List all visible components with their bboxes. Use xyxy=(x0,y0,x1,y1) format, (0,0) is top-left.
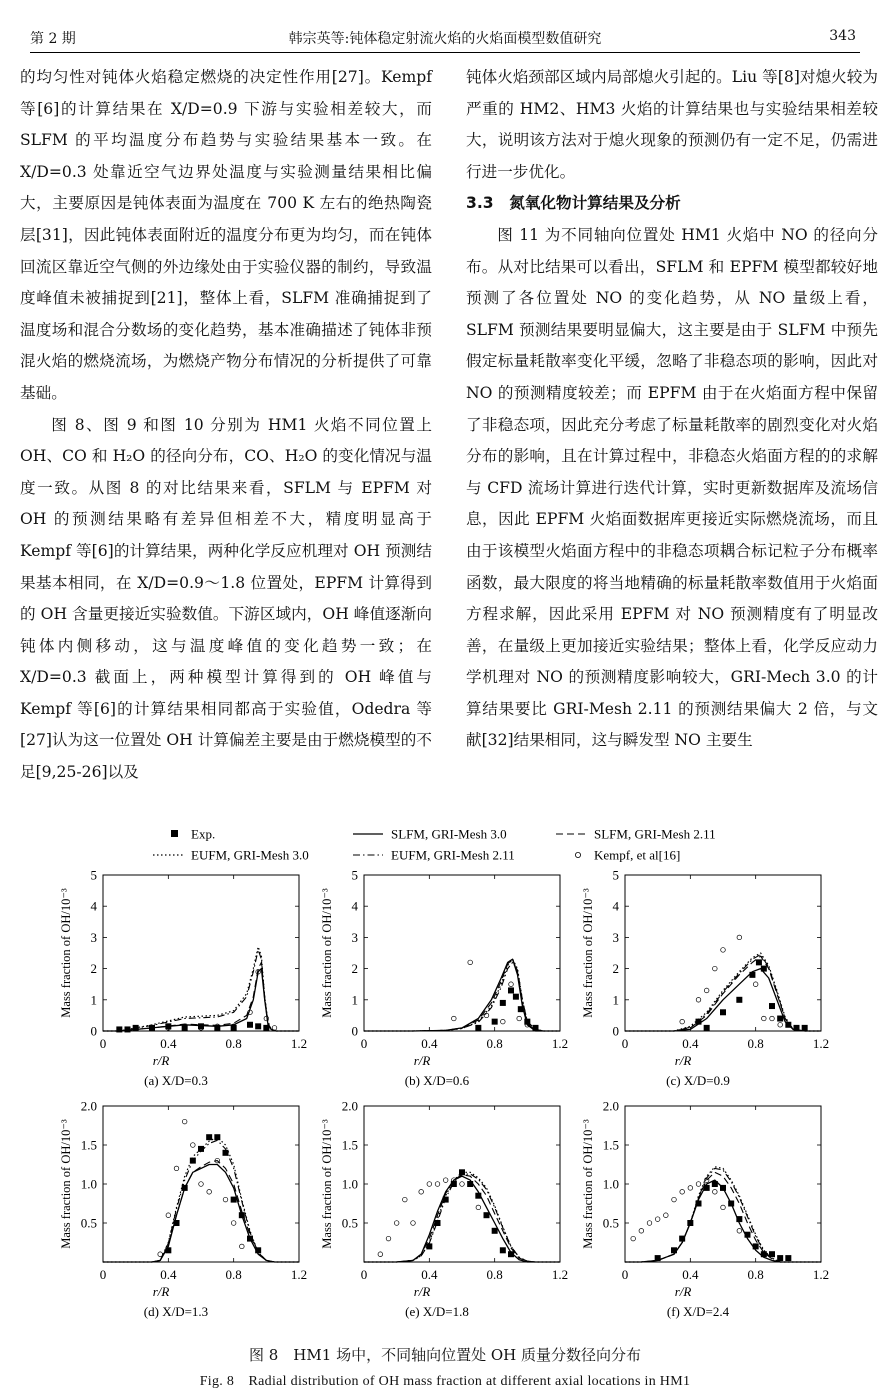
chart-panel xyxy=(59,1099,307,1320)
exp-data-point xyxy=(777,1016,783,1022)
y-tick-label: 1.5 xyxy=(80,1137,97,1153)
exp-data-point xyxy=(231,1197,237,1203)
exp-data-point xyxy=(182,1185,188,1191)
exp-data-point xyxy=(475,1193,481,1199)
y-tick-label: 0 xyxy=(612,1023,619,1039)
kempf-data-point xyxy=(696,998,701,1003)
y-tick-label: 1.0 xyxy=(602,1176,619,1192)
exp-data-point xyxy=(728,1201,734,1207)
panel-subtitle: (c) X/D=0.9 xyxy=(666,1073,730,1088)
kempf-data-point xyxy=(443,1178,448,1183)
plot-frame xyxy=(103,875,299,1031)
legend-marker-circle xyxy=(575,852,580,857)
exp-data-point xyxy=(704,1185,710,1191)
header-page-number: 343 xyxy=(829,28,856,44)
legend-label: SLFM, GRI-Mesh 3.0 xyxy=(391,826,507,842)
chart-panel xyxy=(581,868,829,1089)
exp-data-point xyxy=(736,997,742,1003)
exp-data-point xyxy=(736,1216,742,1222)
y-tick-label: 0 xyxy=(90,1023,97,1039)
kempf-data-point xyxy=(770,1016,775,1021)
exp-data-point xyxy=(679,1236,685,1242)
exp-data-point xyxy=(214,1134,220,1140)
series-line xyxy=(103,1165,299,1263)
kempf-data-point xyxy=(199,1182,204,1187)
right-paragraph-1: 图 11 为不同轴向位置处 HM1 火焰中 NO 的径向分布。从对比结果可以看出，SFLM 和 EPFM 模型都较好地预测了各位置处 NO 的变化趋势，从 NO 量级上看，SLFM 预测结果要明显偏大，这主要是由于 SLFM 中预先假定标量耗散率变化平缓，忽略了非稳态项的影响，因此对 NO 的预测精度较差；而 EPFM 由于在火焰面方程中保留了非稳态项，因此充分考虑了标量耗散率的剧烈变化对火焰分布的影响，且在计算过程中，非稳态火焰面方程的的求解与 CFD 流场计算进行迭代计算，实时更新数据库及流场信息，因此 EPFM 火焰面数据库更接近实际燃烧流场，而且由于该模型火焰面方程中的非稳态项耦合标记粒子分布概率函数，最大限度的将当地精确的标量耗散率数值用于火焰面方程求解，因此采用 EPFM 对 NO 预测精度有了明显改善，在量级上更加接近实验结果；整体上看，化学反应动力学机理对 NO 的预测精度影响较大，GRI-Mech 3.0 的计算结果要比 GRI-Mesh 2.11 的预测结果偏大 2 倍，与文献[32]结果相同，这与瞬发型 NO 主要生 xyxy=(466,225,878,750)
panel-subtitle: (a) X/D=0.3 xyxy=(144,1073,208,1088)
y-axis-label: Mass fraction of OH/10⁻³ xyxy=(581,888,595,1018)
x-axis-label: r/R xyxy=(413,1053,431,1068)
figure-8 xyxy=(0,820,890,1340)
exp-data-point xyxy=(745,1232,751,1238)
legend-entry xyxy=(353,848,515,863)
exp-data-point xyxy=(704,1025,710,1031)
exp-data-point xyxy=(451,1181,457,1187)
left-column xyxy=(20,62,432,789)
y-tick-label: 1.5 xyxy=(602,1137,619,1153)
y-tick-label: 3 xyxy=(351,929,358,945)
y-tick-label: 4 xyxy=(90,898,97,914)
x-tick-label: 0 xyxy=(360,1267,368,1282)
kempf-data-point xyxy=(672,1197,677,1202)
exp-data-point xyxy=(206,1134,212,1140)
x-axis-label: r/R xyxy=(152,1284,170,1299)
legend-entry xyxy=(556,827,716,842)
y-tick-label: 5 xyxy=(612,867,619,883)
exp-data-point xyxy=(475,1025,481,1031)
kempf-data-point xyxy=(452,1016,457,1021)
y-tick-label: 2 xyxy=(90,961,97,977)
x-axis-label: r/R xyxy=(152,1053,170,1068)
chart-panel xyxy=(320,868,568,1089)
kempf-data-point xyxy=(158,1252,163,1257)
figure-legend xyxy=(153,827,716,863)
right-column xyxy=(466,62,878,757)
x-tick-label: 0.8 xyxy=(747,1267,764,1282)
kempf-data-point xyxy=(509,982,514,987)
plot-frame xyxy=(103,1106,299,1262)
y-axis-label: Mass fraction of OH/10⁻³ xyxy=(59,888,73,1018)
exp-data-point xyxy=(190,1158,196,1164)
plot-frame xyxy=(625,1106,821,1262)
kempf-data-point xyxy=(378,1252,383,1257)
y-tick-label: 4 xyxy=(612,898,619,914)
kempf-data-point xyxy=(696,1182,701,1187)
exp-data-point xyxy=(435,1220,441,1226)
y-tick-label: 0.5 xyxy=(341,1215,358,1231)
series-line xyxy=(103,950,299,1031)
y-tick-label: 1 xyxy=(351,992,358,1008)
left-paragraph-1: 的均匀性对钝体火焰稳定燃烧的决定性作用[27]。Kempf 等[6]的计算结果在 X/D=0.9 下游与实验相差较大，而 SLFM 的平均温度分布趋势与实验结果基本一致。在 X/D=0.3 处靠近空气边界处温度与实验测量结果相比偏大，主要原因是钝体表面为温度在 700 K 左右的绝热陶瓷层[31]，因此钝体表面附近的温度分布更为均匀，而在钝体回流区靠近空气侧的外边缘处由于实验仪器的制约，导致温度峰值未被捕捉到[21]，整体上看，SLFM 准确捕捉到了温度场和混合分数场的变化趋势，基本准确描述了钝体非预混火焰的燃烧流场，为燃烧产物分布情况的分析提供了可靠基础。 xyxy=(20,68,432,402)
plot-frame xyxy=(364,1106,560,1262)
plot-frame xyxy=(625,875,821,1031)
x-tick-label: 1.2 xyxy=(812,1036,830,1051)
exp-data-point xyxy=(263,1025,269,1031)
exp-data-point xyxy=(223,1150,229,1156)
exp-data-point xyxy=(198,1146,204,1152)
kempf-data-point xyxy=(166,1213,171,1218)
kempf-data-point xyxy=(655,1217,660,1222)
chart-panel xyxy=(581,1099,829,1320)
kempf-data-point xyxy=(737,1229,742,1234)
x-tick-label: 0.4 xyxy=(160,1267,177,1282)
series-line xyxy=(103,962,299,1031)
series-line xyxy=(364,959,560,1031)
legend-label: EUFM, GRI-Mesh 3.0 xyxy=(191,847,309,863)
kempf-data-point xyxy=(753,982,758,987)
exp-data-point xyxy=(761,1251,767,1257)
figure-panels xyxy=(59,868,829,1320)
kempf-data-point xyxy=(713,966,718,971)
exp-data-point xyxy=(720,1009,726,1015)
kempf-data-point xyxy=(713,1190,718,1195)
exp-data-point xyxy=(794,1025,800,1031)
exp-data-point xyxy=(125,1026,131,1032)
series-line xyxy=(625,1180,821,1262)
x-tick-label: 0.8 xyxy=(747,1036,764,1051)
exp-data-point xyxy=(255,1247,261,1253)
series-line xyxy=(364,1175,560,1262)
x-tick-label: 1.2 xyxy=(290,1267,308,1282)
header-running-title: 韩宗英等:钝体稳定射流火焰的火焰面模型数值研究 xyxy=(288,31,602,47)
kempf-data-point xyxy=(631,1236,636,1241)
left-paragraph-2: 图 8、图 9 和图 10 分别为 HM1 火焰不同位置上 OH、CO 和 H₂O 的径向分布，CO、H₂O 的变化情况与温度一致。从图 8 的对比结果来看，SFLM 与 EPFM 对 OH 的预测结果略有差异但相差不大，精度明显高于 Kempf 等[6]的计算结果，两种化学反应机理对 OH 预测结果基本相同，在 X/D=0.9～1.8 位置处，EPFM 计算得到的 OH 含量更接近实验数值。下游区域内，OH 峰值逐渐向钝体内侧移动，这与温度峰值的变化趋势一致；在 X/D=0.3 截面上，两种模型计算得到的 OH 峰值与 Kempf 等[6]的计算结果相同都高于实验值，Odedra 等[27]认为这一位置处 OH 计算偏差主要是由于燃烧模型的不足[9,25-26]以及 xyxy=(20,415,432,782)
exp-data-point xyxy=(426,1243,432,1249)
kempf-data-point xyxy=(411,1221,416,1226)
legend-entry xyxy=(353,827,507,842)
exp-data-point xyxy=(174,1220,180,1226)
y-tick-label: 3 xyxy=(612,929,619,945)
kempf-data-point xyxy=(647,1221,652,1226)
y-axis-label: Mass fraction of OH/10⁻³ xyxy=(320,888,334,1018)
exp-data-point xyxy=(459,1169,465,1175)
exp-data-point xyxy=(443,1197,449,1203)
kempf-data-point xyxy=(427,1182,432,1187)
exp-data-point xyxy=(508,987,514,993)
figure-caption-en: Fig. 8 Radial distribution of OH mass fraction at different axial locations in HM1 xyxy=(199,1374,691,1389)
exp-data-point xyxy=(785,1022,791,1028)
kempf-data-point xyxy=(191,1143,196,1148)
y-tick-label: 2.0 xyxy=(80,1098,97,1114)
exp-data-point xyxy=(500,1000,506,1006)
exp-data-point xyxy=(761,966,767,972)
x-tick-label: 0.8 xyxy=(225,1036,242,1051)
series-line xyxy=(625,956,821,1031)
y-tick-label: 0.5 xyxy=(80,1215,97,1231)
kempf-data-point xyxy=(721,948,726,953)
kempf-data-point xyxy=(223,1197,228,1202)
kempf-data-point xyxy=(704,988,709,993)
y-tick-label: 1.0 xyxy=(341,1176,358,1192)
exp-data-point xyxy=(513,994,519,1000)
exp-data-point xyxy=(749,972,755,978)
y-tick-label: 3 xyxy=(90,929,97,945)
x-tick-label: 0.4 xyxy=(421,1267,438,1282)
y-tick-label: 2.0 xyxy=(341,1098,358,1114)
exp-data-point xyxy=(655,1255,661,1261)
y-tick-label: 1 xyxy=(90,992,97,1008)
kempf-data-point xyxy=(639,1229,644,1234)
y-tick-label: 2 xyxy=(612,961,619,977)
kempf-data-point xyxy=(517,1016,522,1021)
x-tick-label: 0.8 xyxy=(486,1267,503,1282)
y-tick-label: 1 xyxy=(612,992,619,1008)
y-tick-label: 0 xyxy=(351,1023,358,1039)
header-rule xyxy=(30,52,860,53)
series-line xyxy=(103,1137,299,1262)
y-axis-label: Mass fraction of OH/10⁻³ xyxy=(320,1119,334,1249)
x-axis-label: r/R xyxy=(413,1284,431,1299)
exp-data-point xyxy=(696,1019,702,1025)
series-line xyxy=(364,1176,560,1262)
panel-subtitle: (d) X/D=1.3 xyxy=(143,1304,209,1319)
x-tick-label: 0.4 xyxy=(682,1036,699,1051)
x-axis-label: r/R xyxy=(674,1284,692,1299)
y-tick-label: 2 xyxy=(351,961,358,977)
exp-data-point xyxy=(769,1251,775,1257)
exp-data-point xyxy=(484,1212,490,1218)
x-tick-label: 1.2 xyxy=(812,1267,830,1282)
legend-entry xyxy=(171,827,215,842)
section-heading: 3.3 氮氧化物计算结果及分析 xyxy=(466,194,681,213)
exp-data-point xyxy=(785,1255,791,1261)
legend-marker-square xyxy=(171,830,178,837)
chart-panel xyxy=(59,868,307,1089)
kempf-data-point xyxy=(737,935,742,940)
series-line xyxy=(364,959,560,1031)
exp-data-point xyxy=(467,1181,473,1187)
exp-data-point xyxy=(769,1003,775,1009)
series-line xyxy=(364,959,560,1031)
y-tick-label: 0.5 xyxy=(602,1215,619,1231)
x-tick-label: 0 xyxy=(621,1036,629,1051)
exp-data-point xyxy=(518,1006,524,1012)
y-tick-label: 1.5 xyxy=(341,1137,358,1153)
x-tick-label: 0 xyxy=(360,1036,368,1051)
x-tick-label: 0.4 xyxy=(682,1267,699,1282)
exp-data-point xyxy=(239,1212,245,1218)
kempf-data-point xyxy=(231,1221,236,1226)
kempf-data-point xyxy=(476,1205,481,1210)
exp-data-point xyxy=(712,1181,718,1187)
kempf-data-point xyxy=(664,1213,669,1218)
kempf-data-point xyxy=(174,1166,179,1171)
kempf-data-point xyxy=(460,1182,465,1187)
legend-entry xyxy=(575,848,680,863)
y-axis-label: Mass fraction of OH/10⁻³ xyxy=(581,1119,595,1249)
figure-caption-zh: 图 8 HM1 场中，不同轴向位置处 OH 质量分数径向分布 xyxy=(249,1346,641,1364)
kempf-data-point xyxy=(386,1236,391,1241)
exp-data-point xyxy=(247,1236,253,1242)
x-tick-label: 0 xyxy=(99,1036,107,1051)
chart-panel xyxy=(320,1099,568,1320)
exp-data-point xyxy=(720,1185,726,1191)
series-line xyxy=(364,1174,560,1262)
kempf-data-point xyxy=(721,1205,726,1210)
kempf-data-point xyxy=(394,1221,399,1226)
panel-subtitle: (e) X/D=1.8 xyxy=(405,1304,469,1319)
x-tick-label: 0 xyxy=(621,1267,629,1282)
exp-data-point xyxy=(255,1023,261,1029)
exp-data-point xyxy=(492,1019,498,1025)
x-axis-label: r/R xyxy=(674,1053,692,1068)
header-issue: 第 2 期 xyxy=(30,31,76,47)
series-line xyxy=(625,1167,821,1262)
kempf-data-point xyxy=(680,1019,685,1024)
series-line xyxy=(364,962,560,1031)
legend-label: EUFM, GRI-Mesh 2.11 xyxy=(391,847,515,863)
exp-data-point xyxy=(247,1022,253,1028)
series-line xyxy=(103,1140,299,1262)
panel-subtitle: (b) X/D=0.6 xyxy=(404,1073,470,1088)
kempf-data-point xyxy=(435,1182,440,1187)
x-tick-label: 1.2 xyxy=(551,1267,569,1282)
exp-data-point xyxy=(777,1255,783,1261)
kempf-data-point xyxy=(182,1119,187,1124)
exp-data-point xyxy=(500,1247,506,1253)
kempf-data-point xyxy=(468,960,473,965)
legend-label: Exp. xyxy=(191,826,216,842)
series-line xyxy=(103,969,299,1031)
exp-data-point xyxy=(116,1026,122,1032)
series-line xyxy=(103,947,299,1031)
y-axis-label: Mass fraction of OH/10⁻³ xyxy=(59,1119,73,1249)
x-tick-label: 1.2 xyxy=(290,1036,308,1051)
exp-data-point xyxy=(165,1247,171,1253)
exp-data-point xyxy=(671,1247,677,1253)
kempf-data-point xyxy=(762,1016,767,1021)
exp-data-point xyxy=(696,1201,702,1207)
x-tick-label: 1.2 xyxy=(551,1036,569,1051)
x-tick-label: 0 xyxy=(99,1267,107,1282)
kempf-data-point xyxy=(403,1197,408,1202)
series-line xyxy=(625,953,821,1031)
kempf-data-point xyxy=(680,1190,685,1195)
kempf-data-point xyxy=(419,1190,424,1195)
y-tick-label: 2.0 xyxy=(602,1098,619,1114)
kempf-data-point xyxy=(272,1026,277,1031)
x-tick-label: 0.4 xyxy=(421,1036,438,1051)
kempf-data-point xyxy=(501,1019,506,1024)
kempf-data-point xyxy=(240,1244,245,1249)
panel-subtitle: (f) X/D=2.4 xyxy=(666,1304,730,1319)
kempf-data-point xyxy=(778,1022,783,1027)
legend-label: SLFM, GRI-Mesh 2.11 xyxy=(594,826,716,842)
kempf-data-point xyxy=(688,1186,693,1191)
x-tick-label: 0.8 xyxy=(225,1267,242,1282)
right-lead-paragraph: 钝体火焰颈部区域内局部熄火引起的。Liu 等[8]对熄火较为严重的 HM2、HM3 火焰的计算结果也与实验结果相差较大，说明该方法对于熄火现象的预测仍有一定不足，仍需进行进一步优化。 xyxy=(466,68,878,181)
exp-data-point xyxy=(802,1025,808,1031)
x-tick-label: 0.8 xyxy=(486,1036,503,1051)
exp-data-point xyxy=(687,1220,693,1226)
kempf-data-point xyxy=(207,1190,212,1195)
legend-entry xyxy=(153,848,309,863)
y-tick-label: 4 xyxy=(351,898,358,914)
series-line xyxy=(364,1172,560,1262)
exp-data-point xyxy=(756,959,762,965)
x-tick-label: 0.4 xyxy=(160,1036,177,1051)
exp-data-point xyxy=(533,1025,539,1031)
plot-frame xyxy=(364,875,560,1031)
series-line xyxy=(625,969,821,1031)
y-tick-label: 5 xyxy=(351,867,358,883)
y-tick-label: 1.0 xyxy=(80,1176,97,1192)
series-line xyxy=(103,1161,299,1262)
legend-label: Kempf, et al[16] xyxy=(594,847,681,863)
series-line xyxy=(625,1168,821,1262)
y-tick-label: 5 xyxy=(90,867,97,883)
